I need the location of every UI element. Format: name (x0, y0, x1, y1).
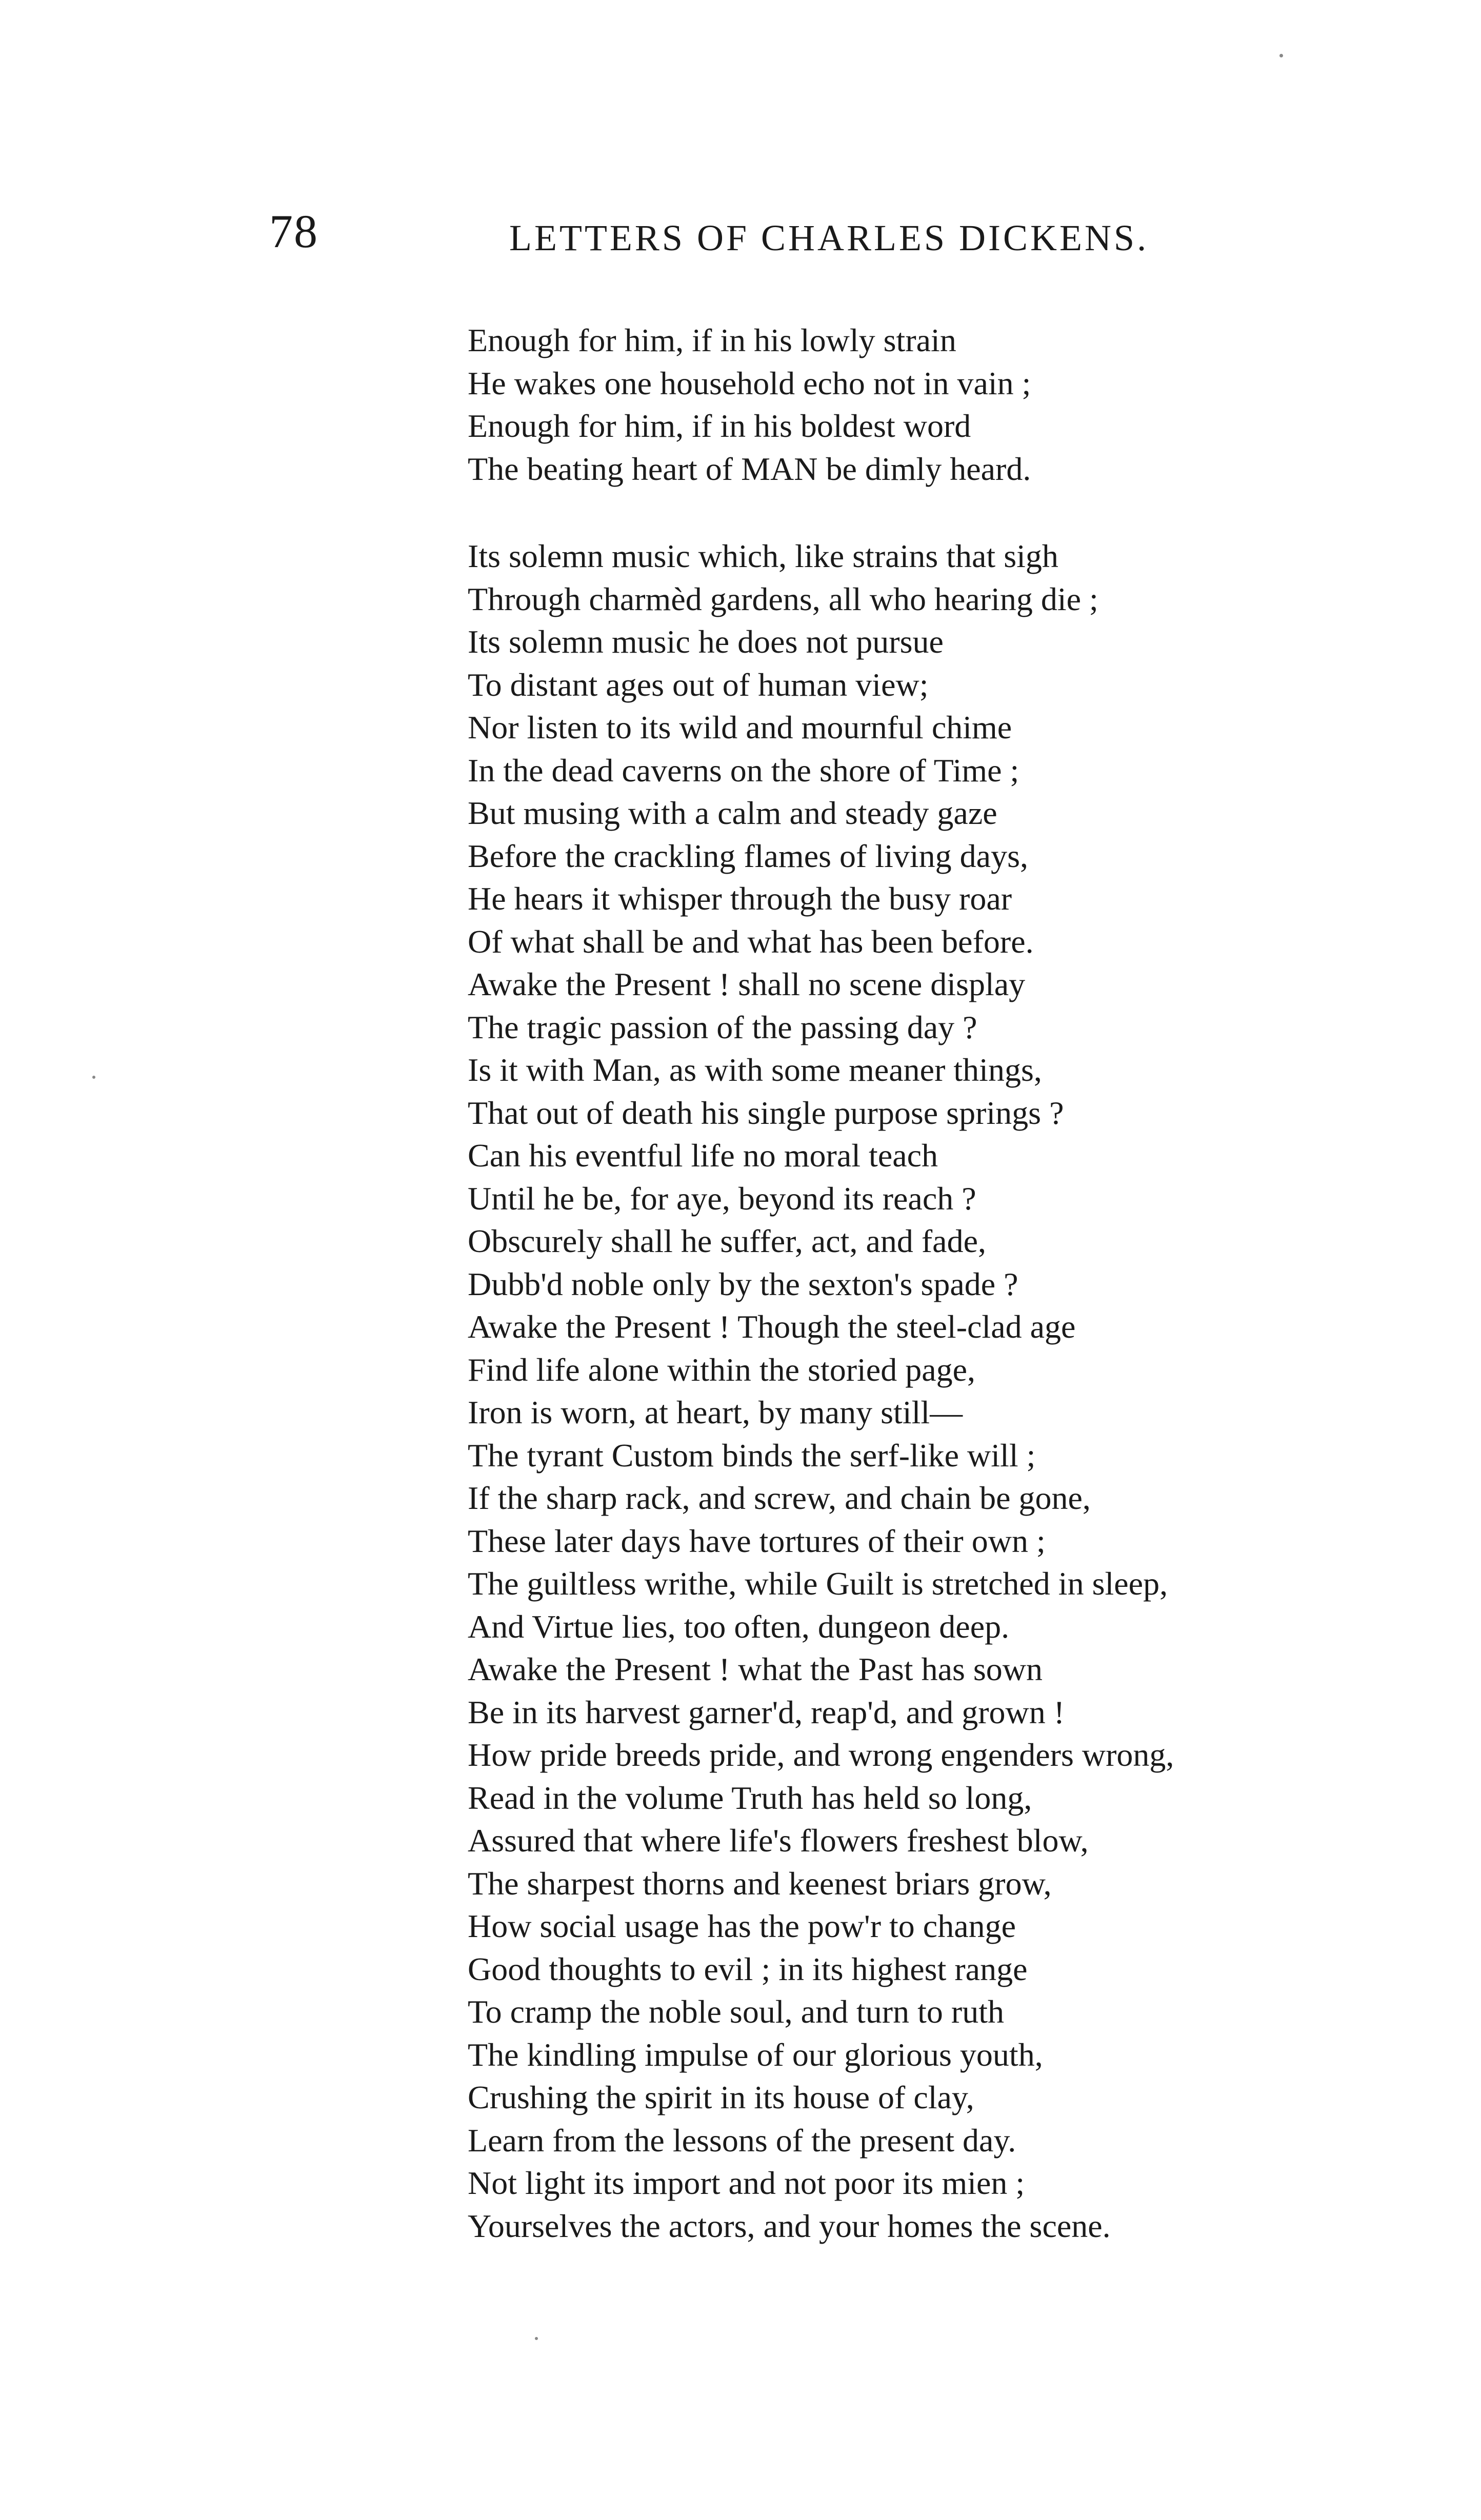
page-number: 78 (269, 205, 318, 257)
poem-line: To cramp the noble soul, and turn to ruth (468, 1993, 1004, 2030)
poem-line: And Virtue lies, too often, dungeon deep. (468, 1608, 1010, 1645)
poem-line: The beating heart of MAN be dimly heard. (468, 450, 1031, 487)
poem-line: He wakes one household echo not in vain ; (468, 365, 1031, 401)
poem-line: Obscurely shall he suffer, act, and fade, (468, 1223, 986, 1259)
poem-line: Good thoughts to evil ; in its highest range (468, 1950, 1028, 1987)
poem-line: Before the crackling flames of living days, (468, 837, 1028, 874)
poem-line: To distant ages out of human view; (468, 666, 929, 703)
poem-line: Read in the volume Truth has held so long, (468, 1779, 1032, 1816)
poem-line: He hears it whisper through the busy roar (468, 880, 1012, 917)
poem (468, 319, 1442, 2247)
scan-speck (535, 2337, 538, 2340)
stanza-1 (468, 319, 1442, 490)
poem-line: These later days have tortures of their own ; (468, 1522, 1046, 1559)
poem-line: Awake the Present ! shall no scene display (468, 966, 1026, 1002)
poem-line: Nor listen to its wild and mournful chime (468, 709, 1012, 745)
poem-line: The guiltless writhe, while Guilt is stretched in sleep, (468, 1565, 1168, 1602)
poem-line: Assured that where life's flowers freshest blow, (468, 1822, 1089, 1859)
poem-line: Of what shall be and what has been before. (468, 923, 1034, 960)
poem-line: Iron is worn, at heart, by many still— (468, 1394, 963, 1430)
scan-speck (92, 1076, 95, 1079)
poem-line: Find life alone within the storied page, (468, 1351, 975, 1388)
poem-line: Is it with Man, as with some meaner things, (468, 1052, 1042, 1088)
poem-line: Enough for him, if in his boldest word (468, 408, 971, 444)
poem-line: Awake the Present ! Though the steel-clad age (468, 1308, 1076, 1345)
poem-line: Its solemn music which, like strains that sigh (468, 538, 1058, 574)
poem-line: Its solemn music he does not pursue (468, 623, 944, 660)
poem-line: The tragic passion of the passing day ? (468, 1009, 977, 1045)
poem-line: Not light its import and not poor its mien ; (468, 2165, 1025, 2201)
scan-speck (1279, 54, 1283, 57)
poem-line: Through charmèd gardens, all who hearing die ; (468, 580, 1098, 617)
poem-line: That out of death his single purpose springs ? (468, 1094, 1064, 1131)
running-head: LETTERS OF CHARLES DICKENS. (509, 217, 1149, 258)
poem-line: Awake the Present ! what the Past has sown (468, 1651, 1043, 1687)
stanza-2 (468, 535, 1442, 2247)
poem-line: If the sharp rack, and screw, and chain be gone, (468, 1480, 1091, 1516)
poem-line: How pride breeds pride, and wrong engenders wrong, (468, 1737, 1174, 1773)
poem-line: But musing with a calm and steady gaze (468, 795, 997, 831)
poem-line: The kindling impulse of our glorious youth, (468, 2036, 1043, 2073)
poem-line: Enough for him, if in his lowly strain (468, 322, 956, 358)
poem-line: Dubb'd noble only by the sexton's spade ? (468, 1265, 1018, 1302)
poem-line: The tyrant Custom binds the serf-like will ; (468, 1437, 1036, 1474)
poem-line: The sharpest thorns and keenest briars grow, (468, 1865, 1052, 1902)
poem-line: How social usage has the pow'r to change (468, 1908, 1016, 1944)
poem-line: Be in its harvest garner'd, reap'd, and grown ! (468, 1694, 1065, 1730)
poem-line: Can his eventful life no moral teach (468, 1137, 938, 1174)
poem-line: Learn from the lessons of the present day. (468, 2122, 1016, 2159)
poem-line: Crushing the spirit in its house of clay, (468, 2079, 974, 2115)
poem-line: In the dead caverns on the shore of Time ; (468, 752, 1019, 789)
poem-line: Until he be, for aye, beyond its reach ? (468, 1180, 976, 1217)
poem-line: Yourselves the actors, and your homes the scene. (468, 2207, 1111, 2244)
